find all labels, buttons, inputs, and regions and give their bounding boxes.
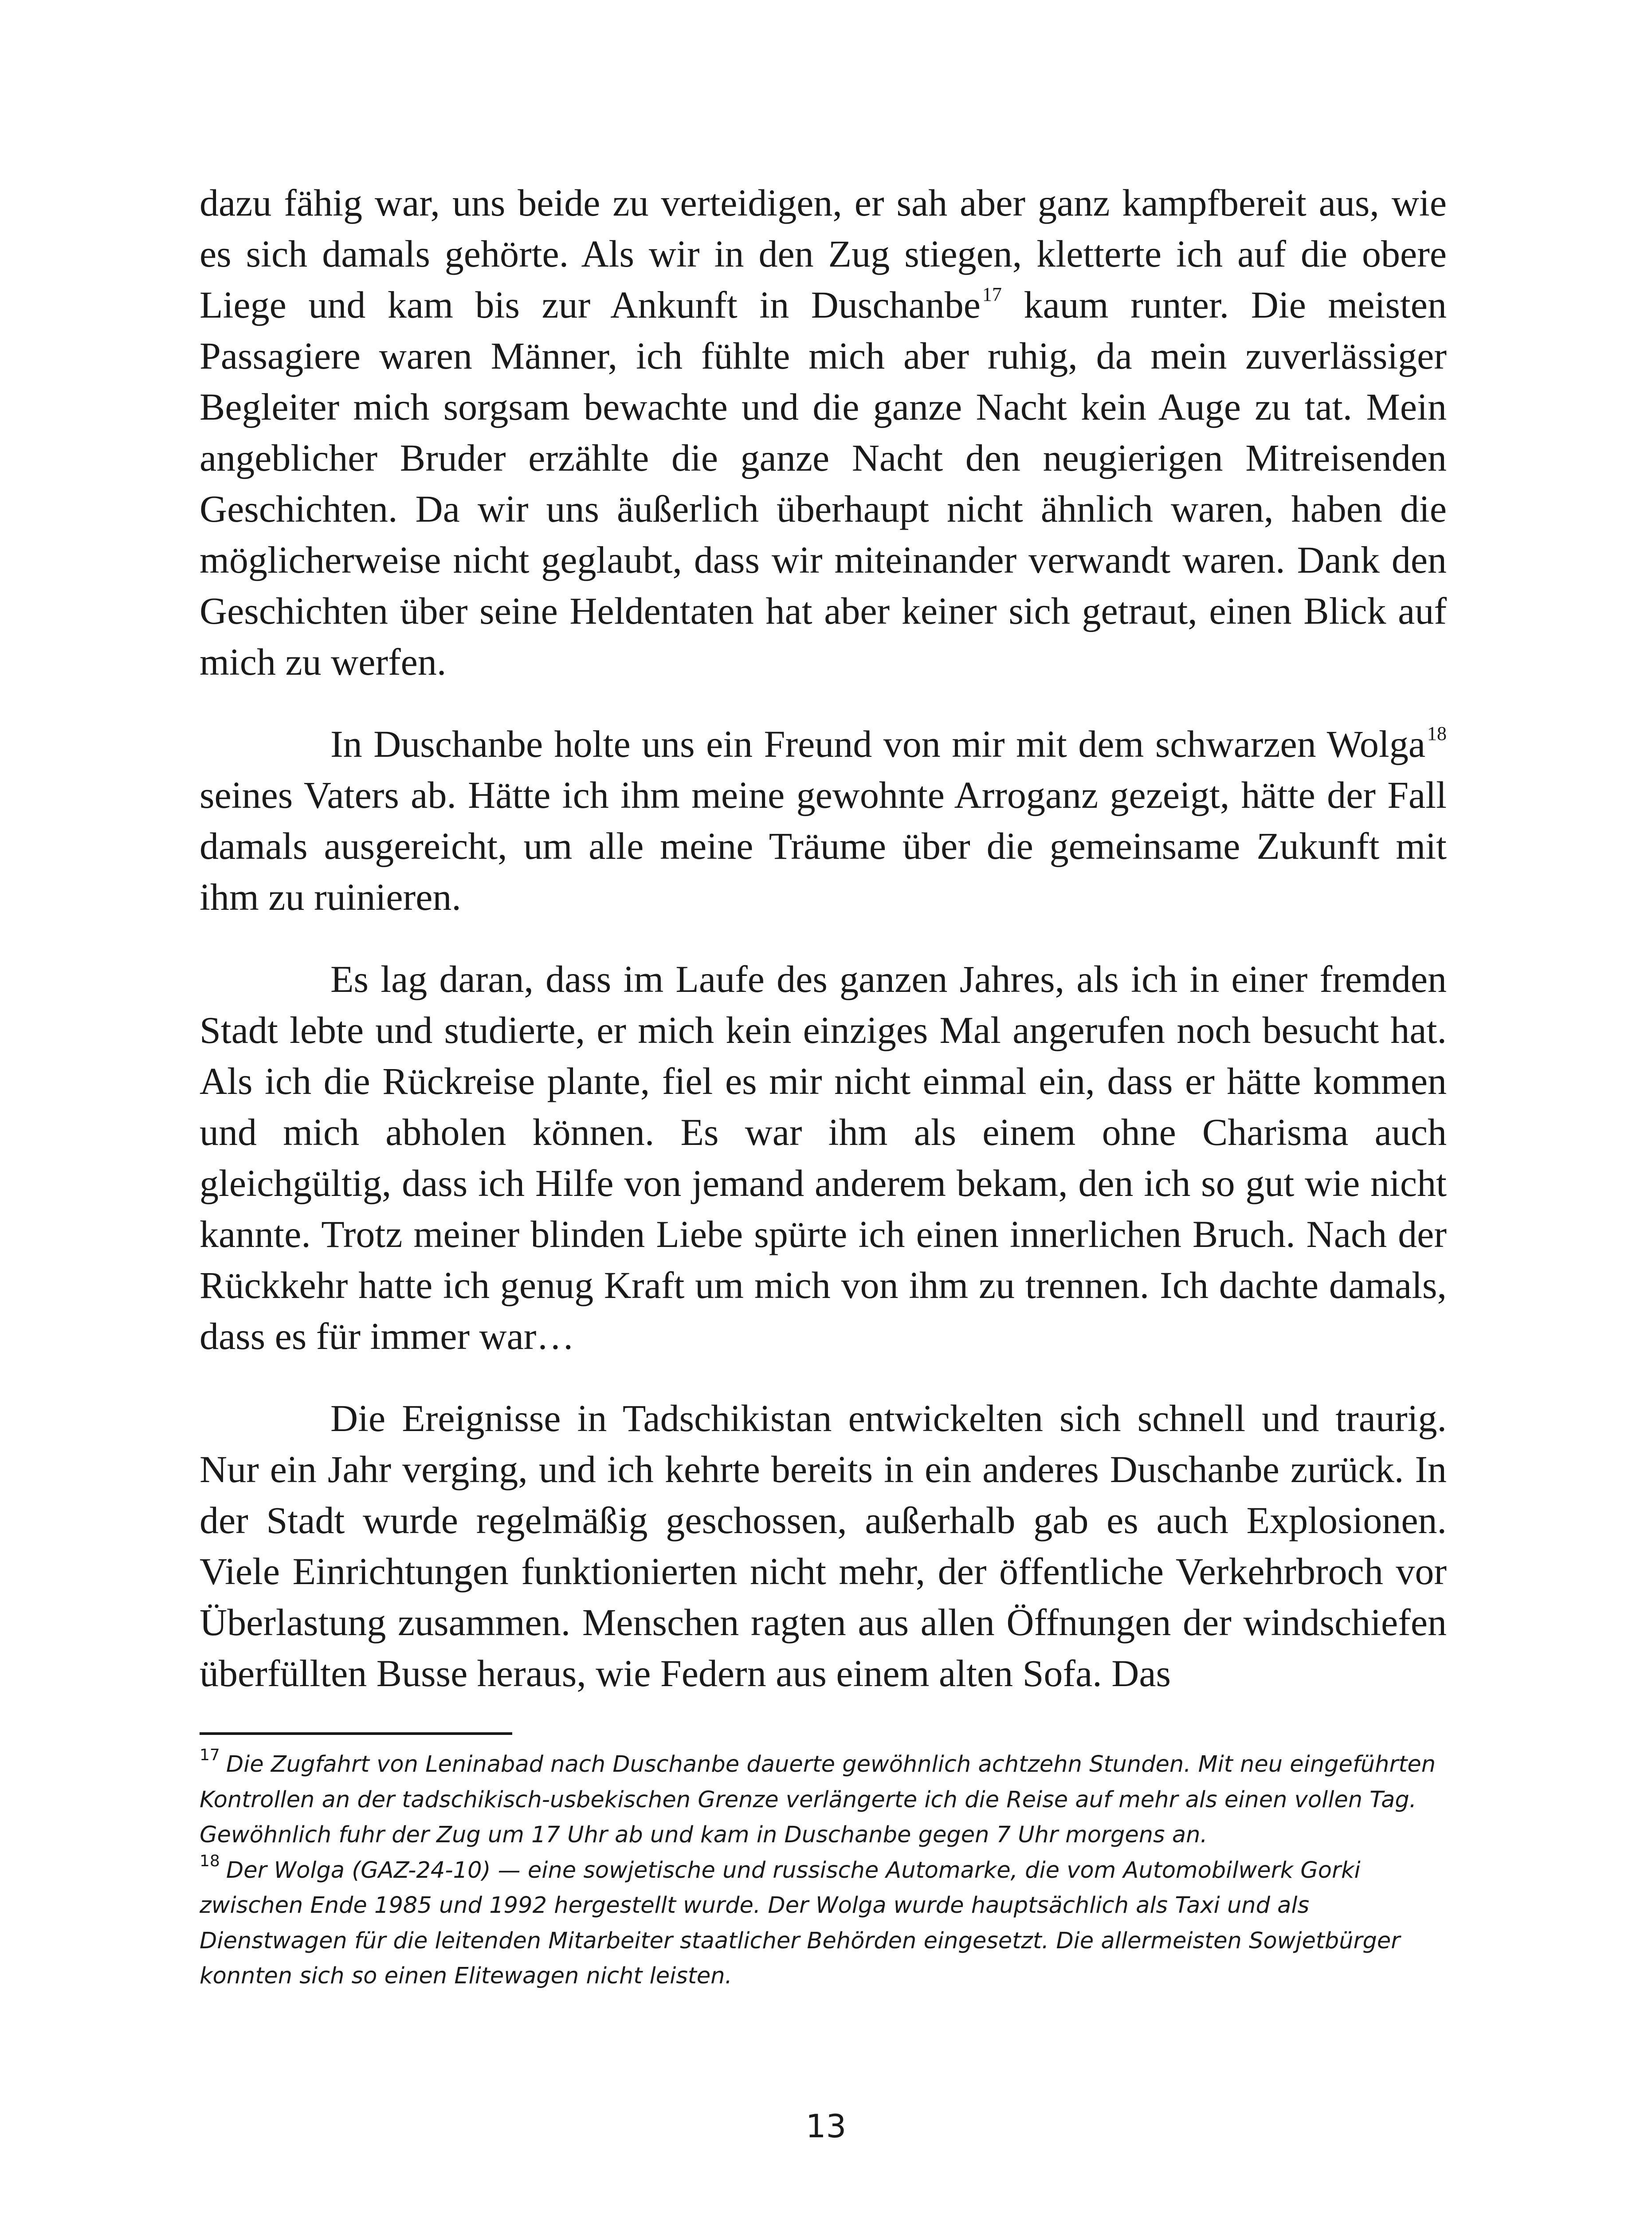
footnote-ref-18: 18 [1427,723,1447,744]
paragraph-1 [200,177,1447,688]
footnote-18 [200,1853,1447,1994]
paragraph-1-text-a: dazu fähig war, uns beide zu verteidigen, er sah aber ganz kampfbereit aus, wie es sich damals gehörte. Als wir in den Zug stiegen, kletterte ich auf die obere Liege und kam bis zur Ankunft in Duschanbe [200,181,1447,326]
paragraph-2-text-b: seines Vaters ab. Hätte ich ihm meine gewohnte Arroganz gezeigt, hätte der Fall damals ausgereicht, um alle meine Träume über die gemeinsame Zukunft mit ihm zu ruinieren. [200,774,1447,918]
body-text [200,177,1447,1699]
footnote-text-18: Der Wolga (GAZ-24-10) — eine sowjetische und russische Automarke, die vom Automobilwerk Gorki zwischen Ende 1985 und 1992 hergestellt wurde. Der Wolga wurde hauptsächlich als Taxi und als Dienstwagen für die leitenden Mitarbeiter staatlicher Behörden eingesetzt. Die allermeisten Sowjetbürger konnten sich so einen Elitewagen nicht leisten. [200,1857,1401,1989]
footnote-number-17: 17 [200,1746,220,1764]
footnote-text-17: Die Zugfahrt von Leninabad nach Duschanbe dauerte gewöhnlich achtzehn Stunden. Mit neu eingeführten Kontrollen an der tadschikisch-usbekischen Grenze verlängerte ich die Reise auf mehr als einen vollen Tag. Gewöhnlich fuhr der Zug um 17 Uhr ab und kam in Duschanbe gegen 7 Uhr morgens an. [200,1751,1436,1848]
paragraph-2 [200,719,1447,923]
footnote-17 [200,1747,1447,1853]
paragraph-1-text-b: kaum runter. Die meisten Passagiere waren Männer, ich fühlte mich aber ruhig, da mein zuverlässiger Begleiter mich sorgsam bewachte und die ganze Nacht kein Auge zu tat. Mein angeblicher Bruder erzählte die ganze Nacht den neugierigen Mitreisenden Geschichten. Da wir uns äußerlich überhaupt nicht ähnlich waren, haben die möglicherweise nicht geglaubt, dass wir miteinander verwandt waren. Dank den Geschichten über seine Heldentaten hat aber keiner sich getraut, einen Blick auf mich zu werfen. [200,283,1447,683]
footnote-number-18: 18 [200,1852,220,1870]
paragraph-3: Es lag daran, dass im Laufe des ganzen Jahres, als ich in einer fremden Stadt lebte und studierte, er mich kein einziges Mal angerufen noch besucht hat. Als ich die Rückreise plante, fiel es mir nicht einmal ein, dass er hätte kommen und mich abholen können. Es war ihm als einem ohne Charisma auch gleichgültig, dass ich Hilfe von jemand anderem bekam, den ich so gut wie nicht kannte. Trotz meiner blinden Liebe spürte ich einen innerlichen Bruch. Nach der Rückkehr hatte ich genug Kraft um mich von ihm zu trennen. Ich dachte damals, dass es für immer war… [200,958,1447,1357]
footnote-separator [200,1732,512,1735]
footnote-ref-17: 17 [982,283,1002,305]
paragraph-4: Die Ereignisse in Tadschikistan entwickelten sich schnell und traurig. Nur ein Jahr verging, und ich kehrte bereits in ein anderes Duschanbe zurück. In der Stadt wurde regelmäßig geschossen, außerhalb gab es auch Explosionen. Viele Einrichtungen funktionierten nicht mehr, der öffentliche Verkehrbroch vor Überlastung zusammen. Menschen ragten aus allen Öffnungen der windschiefen überfüllten Busse heraus, wie Federn aus einem alten Sofa. Das [200,1397,1447,1695]
paragraph-2-text-a: In Duschanbe holte uns ein Freund von mir mit dem schwarzen Wolga [330,723,1425,765]
page-number: 13 [805,2108,847,2145]
footnotes [200,1747,1447,1994]
